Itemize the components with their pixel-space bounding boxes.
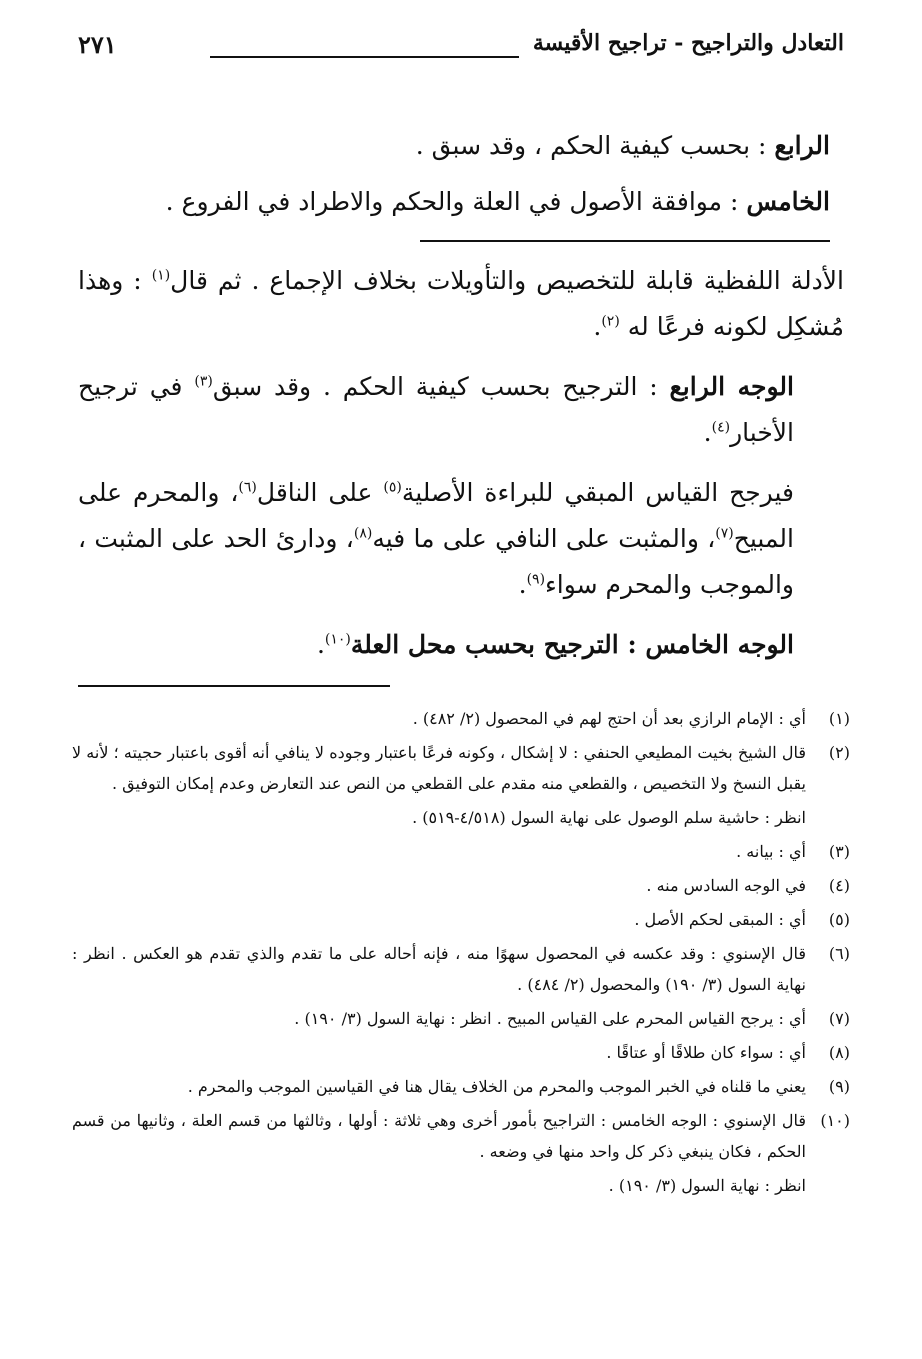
paragraph-3 (78, 470, 844, 608)
text-run: . (593, 312, 602, 341)
running-header (78, 30, 844, 70)
top-line-label: الرابع (774, 131, 830, 160)
top-line-text: : بحسب كيفية الحكم ، وقد سبق . (415, 131, 775, 160)
footnote-number: (٢) (828, 743, 850, 762)
footnote-10-source: انظر : نهاية السول (٣/ ١٩٠) . (608, 1176, 806, 1195)
section-label: الوجه الخامس (645, 630, 794, 659)
footnote-text: أي : الإمام الرازي بعد أن احتج لهم في المحصول (٢/ ٤٨٢) . (412, 709, 806, 728)
footnote-separator (78, 685, 390, 687)
header-rule (210, 56, 519, 58)
paragraph-2 (78, 364, 844, 456)
footnote-4 (72, 870, 850, 901)
top-block (120, 118, 830, 230)
footnote-ref: (١٠) (324, 631, 351, 648)
footnote-number: (١) (828, 709, 850, 728)
footnote-text: أي : بيانه . (736, 842, 806, 861)
text-run: : الترجيح بحسب كيفية الحكم . وقد سبق (212, 372, 670, 401)
footnote-text: يعني ما قلناه في الخبر الموجب والمحرم من الخلاف يقال هنا في القياسين الموجب والمحرم . (187, 1077, 806, 1096)
footnote-text: قال الشيخ بخيت المطيعي الحنفي : لا إشكال ، وكونه فرعًا باعتبار وجوده لا ينافي أنه أقوى باعتبار حجيته ؛ لأنه لا يقبل النسخ ولا التخصيص ، والقطعي منه مقدم على القطعي من النص عند التعارض وعدم إمكان التوفيق . (72, 743, 806, 793)
paragraph-4 (78, 622, 844, 668)
main-text (78, 258, 844, 668)
footnote-ref: (٩) (526, 571, 546, 588)
footnote-2-source: انظر : حاشية سلم الوصول على نهاية السول (٤/٥١٨-٥١٩) . (412, 808, 806, 827)
footnote-text: أي : سواء كان طلاقًا أو عتاقًا . (606, 1043, 806, 1062)
top-line-fifth (120, 174, 830, 230)
top-rule (420, 240, 830, 242)
text-run: على الناقل (256, 478, 384, 507)
footnote-7 (72, 1003, 850, 1034)
footnote-6 (72, 938, 850, 1000)
footnote-9 (72, 1071, 850, 1102)
text-run: . (316, 630, 325, 659)
footnote-ref: (٨) (353, 525, 373, 542)
section-label: الوجه الرابع (669, 372, 794, 401)
footnote-ref: (٤) (711, 419, 731, 436)
text-run: : الترجيح بحسب محل العلة (350, 630, 646, 659)
footnote-ref: (٦) (238, 479, 257, 496)
footnote-number: (٥) (828, 910, 850, 929)
footnote-ref: (٢) (601, 313, 620, 330)
text-run: الأدلة اللفظية قابلة للتخصيص والتأويلات بخلاف الإجماع . ثم قال (170, 266, 844, 295)
paragraph-1 (78, 258, 844, 350)
top-line-fourth (120, 118, 830, 174)
footnote-number: (٨) (828, 1043, 850, 1062)
footnote-text: أي : يرجح القياس المحرم على القياس المبيح . انظر : نهاية السول (٣/ ١٩٠) . (294, 1009, 806, 1028)
footnote-number: (٤) (828, 876, 850, 895)
footnote-text: في الوجه السادس منه . (646, 876, 806, 895)
footnote-number: (٧) (828, 1009, 850, 1028)
footnote-number: (٣) (828, 842, 850, 861)
text-run: في ترجيح الأخبار (78, 372, 794, 447)
text-run: ، والمثبت على النافي على ما فيه (372, 524, 716, 553)
footnote-text: قال الإسنوي : وقد عكسه في المحصول سهوًا منه ، فإنه أحاله على ما تقدم والذي تقدم هو العكس . انظر : نهاية السول (٣/ ١٩٠) والمحصول (٢/ ٤٨٤) . (72, 944, 807, 994)
footnote-text: قال الإسنوي : الوجه الخامس : التراجيح بأمور أخرى وهي ثلاثة : أولها ، وثالثها من قسم العلة ، وثانيها من قسم الحكم ، فكان ينبغي ذكر كل واحد منها في وضعه . (72, 1111, 806, 1161)
footnote-text: أي : المبقى لحكم الأصل . (634, 910, 806, 929)
footnote-10 (72, 1105, 850, 1167)
footnote-ref: (١) (151, 267, 171, 284)
text-run: ، ودارئ الحد على المثبت ، والموجب والمحرم سواء (78, 524, 794, 599)
footnote-ref: (٥) (383, 479, 402, 496)
footnote-2 (72, 737, 850, 799)
footnote-3 (72, 836, 850, 867)
text-run: . (703, 418, 712, 447)
footnote-number: (١٠) (820, 1111, 850, 1130)
top-line-text: : موافقة الأصول في العلة والحكم والاطراد في الفروع . (165, 187, 747, 216)
footnotes (72, 703, 850, 1204)
footnote-number: (٩) (828, 1077, 850, 1096)
text-run: ، والمحرم على المبيح (78, 478, 794, 553)
footnote-5 (72, 904, 850, 935)
header-title: التعادل والتراجيح - تراجيح الأقيسة (532, 30, 844, 56)
footnote-8 (72, 1037, 850, 1068)
footnote-ref: (٧) (715, 525, 734, 542)
text-run: : وهذا مُشكِل لكونه فرعًا له (78, 266, 844, 341)
footnote-1 (72, 703, 850, 734)
text-run: . (518, 570, 527, 599)
footnote-ref: (٣) (194, 373, 213, 390)
text-run: فيرجح القياس المبقي للبراءة الأصلية (401, 478, 794, 507)
footnote-number: (٦) (828, 944, 850, 963)
page-number: ٢٧١ (78, 30, 117, 59)
top-line-label: الخامس (746, 187, 830, 216)
